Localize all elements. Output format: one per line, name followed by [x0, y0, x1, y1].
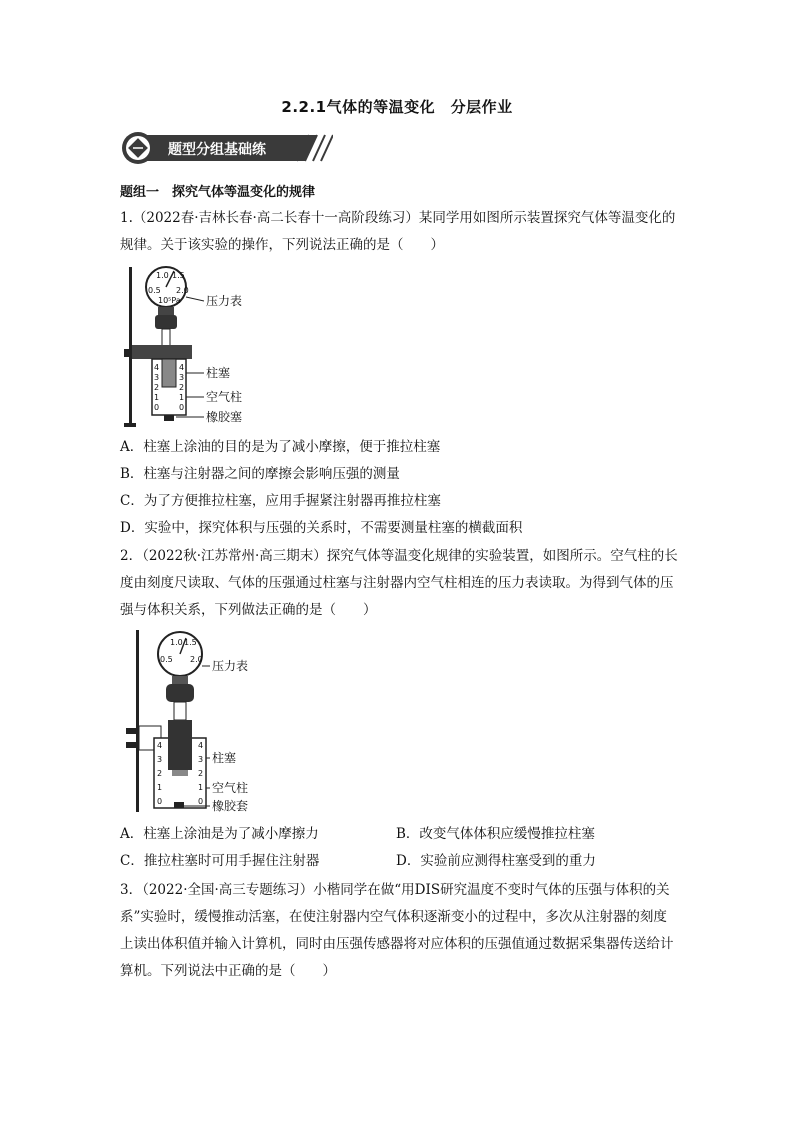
scale-tick: 1 — [179, 393, 185, 402]
scale-tick: 3 — [179, 373, 185, 382]
dial-tick: 2.0 — [176, 286, 189, 295]
scale-tick: 2 — [198, 769, 204, 778]
plunger-label: 柱塞 — [212, 751, 237, 765]
scale-tick: 1 — [157, 783, 163, 792]
question-2-stem: 2．（2022秋·江苏常州·高三期末）探究气体等温变化规律的实验装置，如图所示。空气柱的长度由刻度尺读取、气体的压强通过柱塞与注射器内空气柱相连的压力表读取。为得到气体的压强与体积关系，下列做法正确的是（ ） — [120, 548, 678, 618]
rubber-sleeve-label: 橡胶套 — [212, 799, 249, 813]
scale-tick: 0 — [198, 797, 204, 806]
scale-tick: 0 — [179, 403, 185, 412]
q1-option-d[interactable]: D．实验中，探究体积与压强的关系时，不需要测量柱塞的横截面积 — [120, 520, 523, 536]
dial-tick: 1.5 — [172, 271, 185, 280]
scale-tick: 4 — [198, 741, 204, 750]
pressure-gauge-label: 压力表 — [212, 659, 249, 673]
dial-unit: 10⁵Pa — [158, 296, 181, 305]
scale-tick: 2 — [179, 383, 185, 392]
dial-tick: 0.5 — [148, 286, 161, 295]
rubber-stopper-label: 橡胶塞 — [206, 410, 243, 424]
q2-option-a[interactable]: A．柱塞上涂油是为了减小摩擦力 — [120, 826, 319, 842]
figure-1 — [118, 265, 278, 429]
scale-tick: 0 — [157, 797, 163, 806]
dial-tick: 1.5 — [184, 638, 197, 647]
banner-label: 题型分组基础练 — [168, 142, 266, 158]
scale-tick: 2 — [154, 383, 160, 392]
question-1-stem: 1.（2022春·吉林长春·高二长春十一高阶段练习）某同学用如图所示装置探究气体等温变化的规律。关于该实验的操作，下列说法正确的是（ ） — [120, 210, 676, 253]
pressure-gauge-label: 压力表 — [206, 294, 243, 308]
dial-tick: 2.0 — [190, 655, 203, 664]
scale-tick: 2 — [157, 769, 163, 778]
q1-option-a[interactable]: A．柱塞上涂油的目的是为了减小摩擦，便于推拉柱塞 — [120, 439, 441, 455]
question-3-stem: 3．（2022·全国·高三专题练习）小楷同学在做“用DIS研究温度不变时气体的压强与体积的关系”实验时，缓慢推动活塞，在使注射器内空气体积逐渐变小的过程中，多次从注射器的刻度上读出体积值并输入计算机，同时由压强传感器将对应体积的压强值通过数据采集器传送给计算机。下列说法中正确的是（ ） — [120, 882, 674, 979]
scale-tick: 1 — [198, 783, 204, 792]
air-column-label: 空气柱 — [212, 781, 249, 795]
figure-2 — [118, 628, 268, 814]
page-title: 2.2.1气体的等温变化 分层作业 — [281, 98, 513, 116]
scale-tick: 4 — [157, 741, 163, 750]
dial-tick: 1.0 — [156, 271, 169, 280]
q1-option-c[interactable]: C．为了方便推拉柱塞，应用手握紧注射器再推拉柱塞 — [120, 493, 441, 509]
q1-option-b[interactable]: B．柱塞与注射器之间的摩擦会影响压强的测量 — [120, 466, 400, 482]
scale-tick: 0 — [154, 403, 160, 412]
q2-option-d[interactable]: D．实验前应测得柱塞受到的重力 — [396, 853, 596, 869]
scale-tick: 3 — [198, 755, 204, 764]
scale-tick: 3 — [157, 755, 163, 764]
group-heading: 题组一 探究气体等温变化的规律 — [120, 185, 316, 200]
scale-tick: 1 — [154, 393, 160, 402]
dial-tick: 1.0 — [170, 638, 183, 647]
section-banner — [121, 131, 333, 165]
scale-tick: 3 — [154, 373, 160, 382]
air-column-label: 空气柱 — [206, 390, 243, 404]
scale-tick: 4 — [179, 363, 185, 372]
q2-option-c[interactable]: C．推拉柱塞时可用手握住注射器 — [120, 853, 320, 869]
scale-tick: 4 — [154, 363, 160, 372]
dial-tick: 0.5 — [160, 655, 173, 664]
q2-option-b[interactable]: B．改变气体体积应缓慢推拉柱塞 — [396, 826, 595, 842]
plunger-label: 柱塞 — [206, 366, 231, 380]
